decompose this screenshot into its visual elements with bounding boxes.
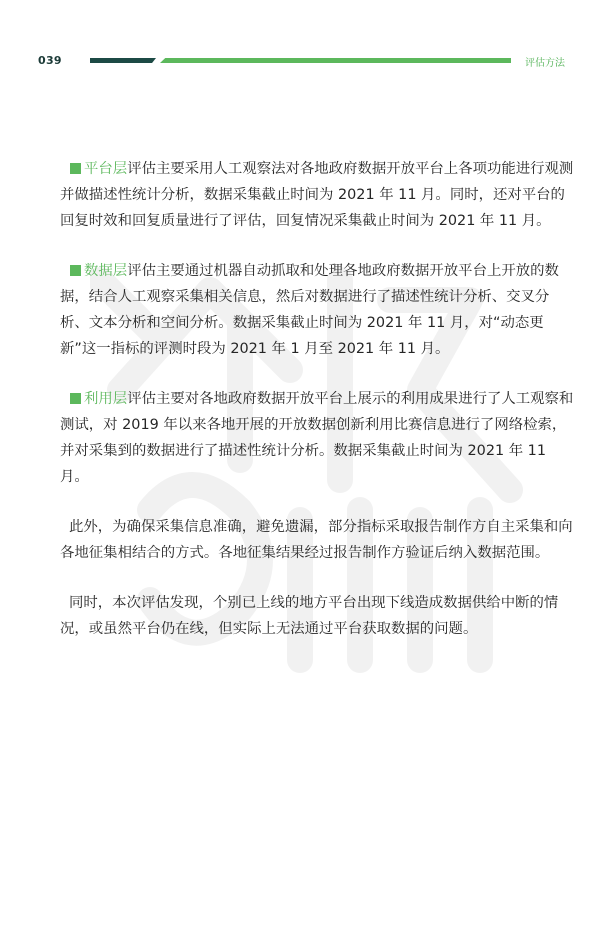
paragraph-label: 利用层 bbox=[84, 391, 128, 407]
header-bar-green bbox=[160, 58, 511, 63]
page-number: 039 bbox=[38, 54, 62, 67]
paragraph-text: 此外，为确保采集信息准确，避免遗漏，部分指标采取报告制作方自主采集和向各地征集相结合的方式。各地征集结果经过报告制作方验证后纳入数据范围。 bbox=[60, 519, 573, 561]
paragraph-text: 评估主要采用人工观察法对各地政府数据开放平台上各项功能进行观测并做描述性统计分析，数据采集截止时间为 2021 年 11 月。同时，还对平台的回复时效和回复质量进行了评估，回复情况采集截止时间为 2021 年 11 月。 bbox=[60, 161, 574, 229]
paragraph-text: 评估主要对各地政府数据开放平台上展示的利用成果进行了人工观察和测试，对 2019 年以来各地开展的开放数据创新利用比赛信息进行了网络检索，并对采集到的数据进行了描述性统计分析。数据采集截止时间为 2021 年 11 月。 bbox=[60, 391, 574, 485]
green-square-bullet bbox=[70, 393, 81, 404]
paragraph-data-layer bbox=[60, 258, 574, 362]
section-title: 评估方法 bbox=[525, 58, 565, 69]
paragraph-label: 平台层 bbox=[84, 161, 128, 177]
green-square-bullet bbox=[70, 265, 81, 276]
paragraph-additional-note bbox=[60, 514, 574, 566]
paragraph-label: 数据层 bbox=[84, 263, 128, 279]
body-content bbox=[60, 156, 574, 666]
paragraph-finding-note bbox=[60, 590, 574, 642]
header-bar-dark bbox=[90, 58, 156, 63]
paragraph-utilization-layer bbox=[60, 386, 574, 490]
paragraph-text: 评估主要通过机器自动抓取和处理各地政府数据开放平台上开放的数据，结合人工观察采集相关信息，然后对数据进行了描述性统计分析、交叉分析、文本分析和空间分析。数据采集截止时间为 2021 年 11 月，对“动态更新”这一指标的评测时段为 2021 年 1 月至 2021 年 11 月。 bbox=[60, 263, 559, 357]
green-square-bullet bbox=[70, 163, 81, 174]
paragraph-platform-layer bbox=[60, 156, 574, 234]
paragraph-text: 同时，本次评估发现，个别已上线的地方平台出现下线造成数据供给中断的情况，或虽然平台仍在线，但实际上无法通过平台获取数据的问题。 bbox=[60, 595, 559, 637]
